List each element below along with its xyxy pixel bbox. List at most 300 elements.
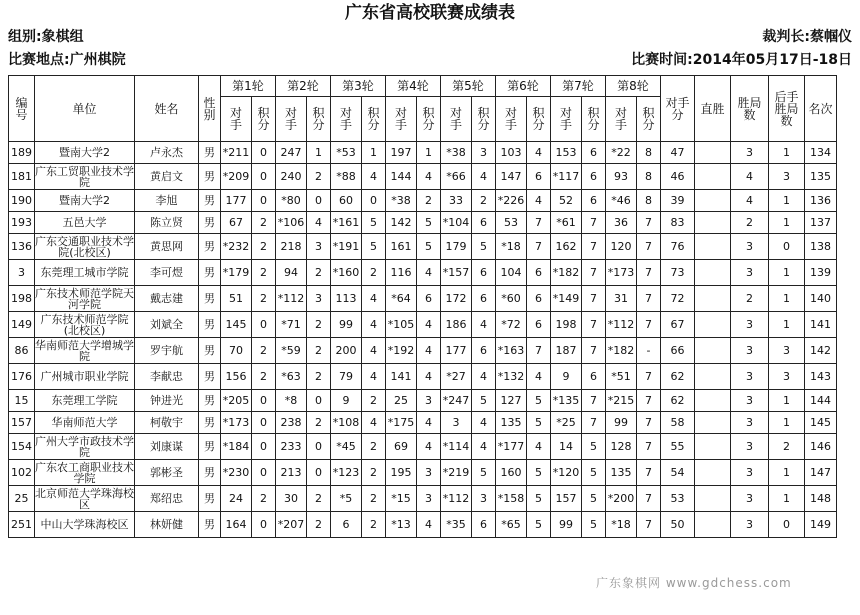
cell-name: 黄启文 <box>135 164 199 190</box>
col-header-no: 编号 <box>9 76 35 142</box>
table-row <box>9 390 837 412</box>
cell-name: 钟进光 <box>135 390 199 412</box>
cell-points: 5 <box>472 390 496 412</box>
cell-opponent: *191 <box>331 234 362 260</box>
cell-rank: 137 <box>805 212 837 234</box>
cell-points: 4 <box>527 364 551 390</box>
cell-opponent: *173 <box>606 260 637 286</box>
cell-opponent: 60 <box>331 190 362 212</box>
cell-black-wins: 3 <box>769 338 805 364</box>
cell-points: 5 <box>472 234 496 260</box>
cell-opp-score: 66 <box>661 338 695 364</box>
cell-points: 7 <box>637 312 661 338</box>
cell-opponent: *232 <box>221 234 252 260</box>
cell-name: 黄思网 <box>135 234 199 260</box>
cell-rank: 140 <box>805 286 837 312</box>
cell-opponent: *182 <box>606 338 637 364</box>
cell-points: 7 <box>582 260 606 286</box>
cell-opponent: *5 <box>331 486 362 512</box>
cell-opponent: 93 <box>606 164 637 190</box>
cell-opponent: 14 <box>551 434 582 460</box>
cell-points: 0 <box>252 190 276 212</box>
cell-points: 7 <box>582 390 606 412</box>
col-header-round: 第7轮 <box>551 76 606 97</box>
table-row <box>9 142 837 164</box>
cell-wins: 3 <box>731 434 769 460</box>
cell-points: 2 <box>362 512 386 538</box>
cell-points: 5 <box>582 460 606 486</box>
cell-points: 0 <box>252 434 276 460</box>
cell-opponent: *160 <box>331 260 362 286</box>
cell-points: 0 <box>252 312 276 338</box>
cell-points: 4 <box>417 164 441 190</box>
cell-points: 4 <box>472 164 496 190</box>
cell-opponent: 186 <box>441 312 472 338</box>
cell-unit: 广州城市职业学院 <box>35 364 135 390</box>
cell-opponent: *207 <box>276 512 307 538</box>
col-header-opponent: 对手 <box>606 97 637 142</box>
cell-points: 6 <box>527 312 551 338</box>
cell-no: 189 <box>9 142 35 164</box>
cell-points: 3 <box>307 234 331 260</box>
cell-opponent: *182 <box>551 260 582 286</box>
cell-no: 3 <box>9 260 35 286</box>
cell-points: 5 <box>417 212 441 234</box>
cell-wins: 3 <box>731 512 769 538</box>
cell-opp-score: 58 <box>661 412 695 434</box>
cell-points: 4 <box>417 364 441 390</box>
cell-points: 5 <box>472 460 496 486</box>
cell-name: 罗宇航 <box>135 338 199 364</box>
col-header-direct: 直胜 <box>695 76 731 142</box>
col-header-unit: 单位 <box>35 76 135 142</box>
cell-opponent: *18 <box>496 234 527 260</box>
col-header-round: 第8轮 <box>606 76 661 97</box>
cell-points: 1 <box>362 142 386 164</box>
cell-wins: 3 <box>731 486 769 512</box>
cell-opp-score: 47 <box>661 142 695 164</box>
col-header-points: 积分 <box>252 97 276 142</box>
cell-points: 4 <box>417 434 441 460</box>
cell-opponent: *192 <box>386 338 417 364</box>
cell-direct <box>695 434 731 460</box>
cell-opponent: *230 <box>221 460 252 486</box>
cell-wins: 3 <box>731 390 769 412</box>
cell-opponent: *72 <box>496 312 527 338</box>
cell-wins: 3 <box>731 338 769 364</box>
cell-opponent: 99 <box>606 412 637 434</box>
cell-sex: 男 <box>199 286 221 312</box>
cell-direct <box>695 312 731 338</box>
cell-opponent: 67 <box>221 212 252 234</box>
cell-sex: 男 <box>199 312 221 338</box>
cell-name: 李可煜 <box>135 260 199 286</box>
cell-opponent: *112 <box>606 312 637 338</box>
cell-opponent: 79 <box>331 364 362 390</box>
col-header-opponent: 对手 <box>386 97 417 142</box>
cell-points: 7 <box>527 234 551 260</box>
cell-opponent: *215 <box>606 390 637 412</box>
cell-opponent: 135 <box>496 412 527 434</box>
col-header-points: 积分 <box>637 97 661 142</box>
cell-opponent: *80 <box>276 190 307 212</box>
cell-rank: 135 <box>805 164 837 190</box>
cell-sex: 男 <box>199 434 221 460</box>
cell-points: 4 <box>417 312 441 338</box>
cell-points: 0 <box>252 164 276 190</box>
cell-name: 郑绍忠 <box>135 486 199 512</box>
col-header-round: 第2轮 <box>276 76 331 97</box>
cell-wins: 3 <box>731 312 769 338</box>
cell-points: 7 <box>637 286 661 312</box>
cell-points: 7 <box>637 486 661 512</box>
cell-points: 2 <box>252 260 276 286</box>
cell-points: 2 <box>472 190 496 212</box>
cell-sex: 男 <box>199 364 221 390</box>
cell-name: 柯敬宇 <box>135 412 199 434</box>
cell-opponent: *65 <box>496 512 527 538</box>
col-header-round: 第6轮 <box>496 76 551 97</box>
cell-points: 2 <box>362 434 386 460</box>
cell-points: 7 <box>637 364 661 390</box>
col-header-points: 积分 <box>362 97 386 142</box>
cell-direct <box>695 412 731 434</box>
cell-black-wins: 1 <box>769 460 805 486</box>
cell-opponent: *13 <box>386 512 417 538</box>
cell-opponent: *59 <box>276 338 307 364</box>
cell-no: 251 <box>9 512 35 538</box>
cell-no: 157 <box>9 412 35 434</box>
cell-opponent: *60 <box>496 286 527 312</box>
cell-points: 7 <box>582 312 606 338</box>
cell-points: 3 <box>307 286 331 312</box>
cell-opponent: *22 <box>606 142 637 164</box>
cell-points: 4 <box>417 338 441 364</box>
cell-points: 2 <box>362 390 386 412</box>
cell-opponent: 116 <box>386 260 417 286</box>
cell-points: 0 <box>252 390 276 412</box>
cell-opponent: *15 <box>386 486 417 512</box>
cell-points: 2 <box>252 234 276 260</box>
col-header-opp-score: 对手分 <box>661 76 695 142</box>
cell-opponent: 120 <box>606 234 637 260</box>
cell-opponent: *63 <box>276 364 307 390</box>
cell-points: 7 <box>637 412 661 434</box>
cell-opponent: 51 <box>221 286 252 312</box>
page-title: 广东省高校联赛成绩表 <box>345 3 515 23</box>
cell-unit: 广东技术师范学院天河学院 <box>35 286 134 311</box>
cell-opponent: *35 <box>441 512 472 538</box>
cell-opponent: *112 <box>441 486 472 512</box>
cell-points: 0 <box>252 412 276 434</box>
cell-points: 0 <box>307 190 331 212</box>
cell-points: 6 <box>527 164 551 190</box>
cell-points: 6 <box>417 286 441 312</box>
cell-opponent: 177 <box>221 190 252 212</box>
cell-opponent: *205 <box>221 390 252 412</box>
cell-opponent: *105 <box>386 312 417 338</box>
cell-rank: 144 <box>805 390 837 412</box>
cell-name: 刘斌全 <box>135 312 199 338</box>
cell-opponent: 33 <box>441 190 472 212</box>
cell-opp-score: 55 <box>661 434 695 460</box>
cell-opponent: 160 <box>496 460 527 486</box>
cell-black-wins: 1 <box>769 390 805 412</box>
table-row <box>9 234 837 260</box>
cell-opponent: *38 <box>441 142 472 164</box>
cell-opponent: *226 <box>496 190 527 212</box>
cell-points: 6 <box>472 260 496 286</box>
cell-name: 卢永杰 <box>135 142 199 164</box>
cell-opponent: *175 <box>386 412 417 434</box>
cell-opponent: 147 <box>496 164 527 190</box>
col-header-sex: 性别 <box>199 76 221 142</box>
cell-direct <box>695 142 731 164</box>
col-header-round: 第5轮 <box>441 76 496 97</box>
cell-opponent: *114 <box>441 434 472 460</box>
cell-wins: 3 <box>731 142 769 164</box>
cell-opponent: *104 <box>441 212 472 234</box>
cell-points: 2 <box>252 286 276 312</box>
col-header-points: 积分 <box>417 97 441 142</box>
cell-opponent: 195 <box>386 460 417 486</box>
cell-opponent: *161 <box>331 212 362 234</box>
cell-points: 2 <box>362 460 386 486</box>
table-row <box>9 338 837 364</box>
cell-points: 4 <box>417 412 441 434</box>
cell-rank: 149 <box>805 512 837 538</box>
cell-opponent: 157 <box>551 486 582 512</box>
cell-unit: 暨南大学2 <box>35 142 135 164</box>
cell-points: 7 <box>582 338 606 364</box>
cell-opponent: 25 <box>386 390 417 412</box>
col-header-opponent: 对手 <box>441 97 472 142</box>
cell-points: 0 <box>307 460 331 486</box>
cell-opponent: 99 <box>551 512 582 538</box>
cell-black-wins: 0 <box>769 512 805 538</box>
col-header-name: 姓名 <box>135 76 199 142</box>
cell-sex: 男 <box>199 190 221 212</box>
cell-no: 190 <box>9 190 35 212</box>
cell-points: 7 <box>637 460 661 486</box>
cell-opponent: 30 <box>276 486 307 512</box>
cell-rank: 143 <box>805 364 837 390</box>
cell-points: 4 <box>472 364 496 390</box>
cell-opponent: *149 <box>551 286 582 312</box>
cell-unit: 广东工贸职业技术学院 <box>35 164 134 189</box>
cell-points: 8 <box>637 190 661 212</box>
cell-points: 6 <box>472 212 496 234</box>
cell-opponent: 104 <box>496 260 527 286</box>
cell-opp-score: 67 <box>661 312 695 338</box>
cell-black-wins: 0 <box>769 234 805 260</box>
cell-opponent: 145 <box>221 312 252 338</box>
col-header-round: 第4轮 <box>386 76 441 97</box>
cell-opponent: 103 <box>496 142 527 164</box>
cell-points: 6 <box>472 512 496 538</box>
cell-points: 1 <box>417 142 441 164</box>
score-table <box>8 75 837 538</box>
cell-opponent: *71 <box>276 312 307 338</box>
cell-sex: 男 <box>199 212 221 234</box>
cell-wins: 3 <box>731 364 769 390</box>
cell-unit: 中山大学珠海校区 <box>35 512 135 538</box>
cell-name: 李献忠 <box>135 364 199 390</box>
cell-opponent: 164 <box>221 512 252 538</box>
cell-black-wins: 1 <box>769 412 805 434</box>
cell-opp-score: 73 <box>661 260 695 286</box>
cell-points: 7 <box>582 234 606 260</box>
cell-rank: 145 <box>805 412 837 434</box>
col-header-points: 积分 <box>527 97 551 142</box>
cell-opponent: *117 <box>551 164 582 190</box>
cell-opponent: 172 <box>441 286 472 312</box>
cell-no: 25 <box>9 486 35 512</box>
cell-black-wins: 3 <box>769 164 805 190</box>
col-header-round: 第3轮 <box>331 76 386 97</box>
cell-opponent: *38 <box>386 190 417 212</box>
cell-opponent: *200 <box>606 486 637 512</box>
cell-black-wins: 3 <box>769 364 805 390</box>
cell-direct <box>695 190 731 212</box>
cell-points: 2 <box>307 338 331 364</box>
cell-rank: 134 <box>805 142 837 164</box>
cell-opponent: 53 <box>496 212 527 234</box>
cell-points: 5 <box>527 486 551 512</box>
cell-direct <box>695 460 731 486</box>
col-header-opponent: 对手 <box>496 97 527 142</box>
cell-opponent: *8 <box>276 390 307 412</box>
col-header-points: 积分 <box>472 97 496 142</box>
cell-sex: 男 <box>199 142 221 164</box>
cell-points: 5 <box>527 412 551 434</box>
cell-opponent: 94 <box>276 260 307 286</box>
cell-opponent: *123 <box>331 460 362 486</box>
cell-opponent: *177 <box>496 434 527 460</box>
cell-opponent: 128 <box>606 434 637 460</box>
cell-rank: 139 <box>805 260 837 286</box>
cell-no: 102 <box>9 460 35 486</box>
cell-direct <box>695 212 731 234</box>
cell-unit: 五邑大学 <box>35 212 135 234</box>
cell-rank: 148 <box>805 486 837 512</box>
cell-points: 4 <box>527 190 551 212</box>
cell-direct <box>695 234 731 260</box>
cell-points: 2 <box>252 212 276 234</box>
cell-opponent: 200 <box>331 338 362 364</box>
cell-wins: 4 <box>731 190 769 212</box>
table-row <box>9 364 837 390</box>
cell-points: 5 <box>417 234 441 260</box>
cell-points: 4 <box>362 164 386 190</box>
venue-label: 比赛地点:广州棋院 <box>8 52 126 68</box>
cell-name: 郭彬圣 <box>135 460 199 486</box>
cell-opponent: 135 <box>606 460 637 486</box>
table-row <box>9 260 837 286</box>
cell-opponent: 69 <box>386 434 417 460</box>
referee-label: 裁判长:蔡帼仪 <box>762 29 852 45</box>
cell-points: 7 <box>582 212 606 234</box>
cell-opponent: 52 <box>551 190 582 212</box>
cell-opp-score: 46 <box>661 164 695 190</box>
cell-points: 7 <box>637 260 661 286</box>
cell-rank: 136 <box>805 190 837 212</box>
cell-sex: 男 <box>199 260 221 286</box>
cell-no: 176 <box>9 364 35 390</box>
table-row <box>9 312 837 338</box>
cell-opponent: 36 <box>606 212 637 234</box>
cell-points: 4 <box>472 434 496 460</box>
cell-points: 5 <box>362 234 386 260</box>
cell-opponent: *112 <box>276 286 307 312</box>
cell-opponent: 24 <box>221 486 252 512</box>
cell-points: 2 <box>362 486 386 512</box>
cell-opponent: *45 <box>331 434 362 460</box>
cell-points: 5 <box>582 512 606 538</box>
col-header-opponent: 对手 <box>331 97 362 142</box>
cell-opponent: 198 <box>551 312 582 338</box>
cell-points: 2 <box>252 486 276 512</box>
cell-points: 6 <box>582 164 606 190</box>
cell-opponent: *173 <box>221 412 252 434</box>
cell-opponent: *184 <box>221 434 252 460</box>
cell-wins: 2 <box>731 286 769 312</box>
cell-opponent: *163 <box>496 338 527 364</box>
cell-direct <box>695 486 731 512</box>
cell-opponent: 240 <box>276 164 307 190</box>
cell-points: 4 <box>527 142 551 164</box>
col-header-rank: 名次 <box>805 76 837 142</box>
cell-unit: 广州大学市政技术学院 <box>35 434 134 459</box>
cell-points: 1 <box>307 142 331 164</box>
cell-wins: 3 <box>731 460 769 486</box>
cell-opponent: 218 <box>276 234 307 260</box>
cell-points: 2 <box>417 190 441 212</box>
cell-no: 198 <box>9 286 35 312</box>
cell-points: 2 <box>252 364 276 390</box>
cell-direct <box>695 390 731 412</box>
cell-opponent: *66 <box>441 164 472 190</box>
cell-rank: 142 <box>805 338 837 364</box>
cell-direct <box>695 512 731 538</box>
cell-points: 4 <box>307 212 331 234</box>
cell-opponent: *53 <box>331 142 362 164</box>
cell-wins: 2 <box>731 212 769 234</box>
cell-unit: 华南师范大学增城学院 <box>35 338 134 363</box>
cell-points: 7 <box>637 234 661 260</box>
cell-points: 3 <box>417 460 441 486</box>
cell-points: 5 <box>527 390 551 412</box>
col-header-opponent: 对手 <box>276 97 307 142</box>
cell-unit: 华南师范大学 <box>35 412 135 434</box>
table-row <box>9 412 837 434</box>
cell-points: 6 <box>527 260 551 286</box>
cell-opponent: 161 <box>386 234 417 260</box>
cell-points: 6 <box>582 190 606 212</box>
cell-points: 6 <box>582 142 606 164</box>
cell-opp-score: 76 <box>661 234 695 260</box>
cell-name: 戴志建 <box>135 286 199 312</box>
col-header-opponent: 对手 <box>221 97 252 142</box>
cell-black-wins: 1 <box>769 190 805 212</box>
cell-direct <box>695 364 731 390</box>
cell-direct <box>695 260 731 286</box>
cell-points: 5 <box>527 460 551 486</box>
cell-opp-score: 39 <box>661 190 695 212</box>
cell-sex: 男 <box>199 412 221 434</box>
cell-opp-score: 62 <box>661 390 695 412</box>
cell-points: 4 <box>362 412 386 434</box>
